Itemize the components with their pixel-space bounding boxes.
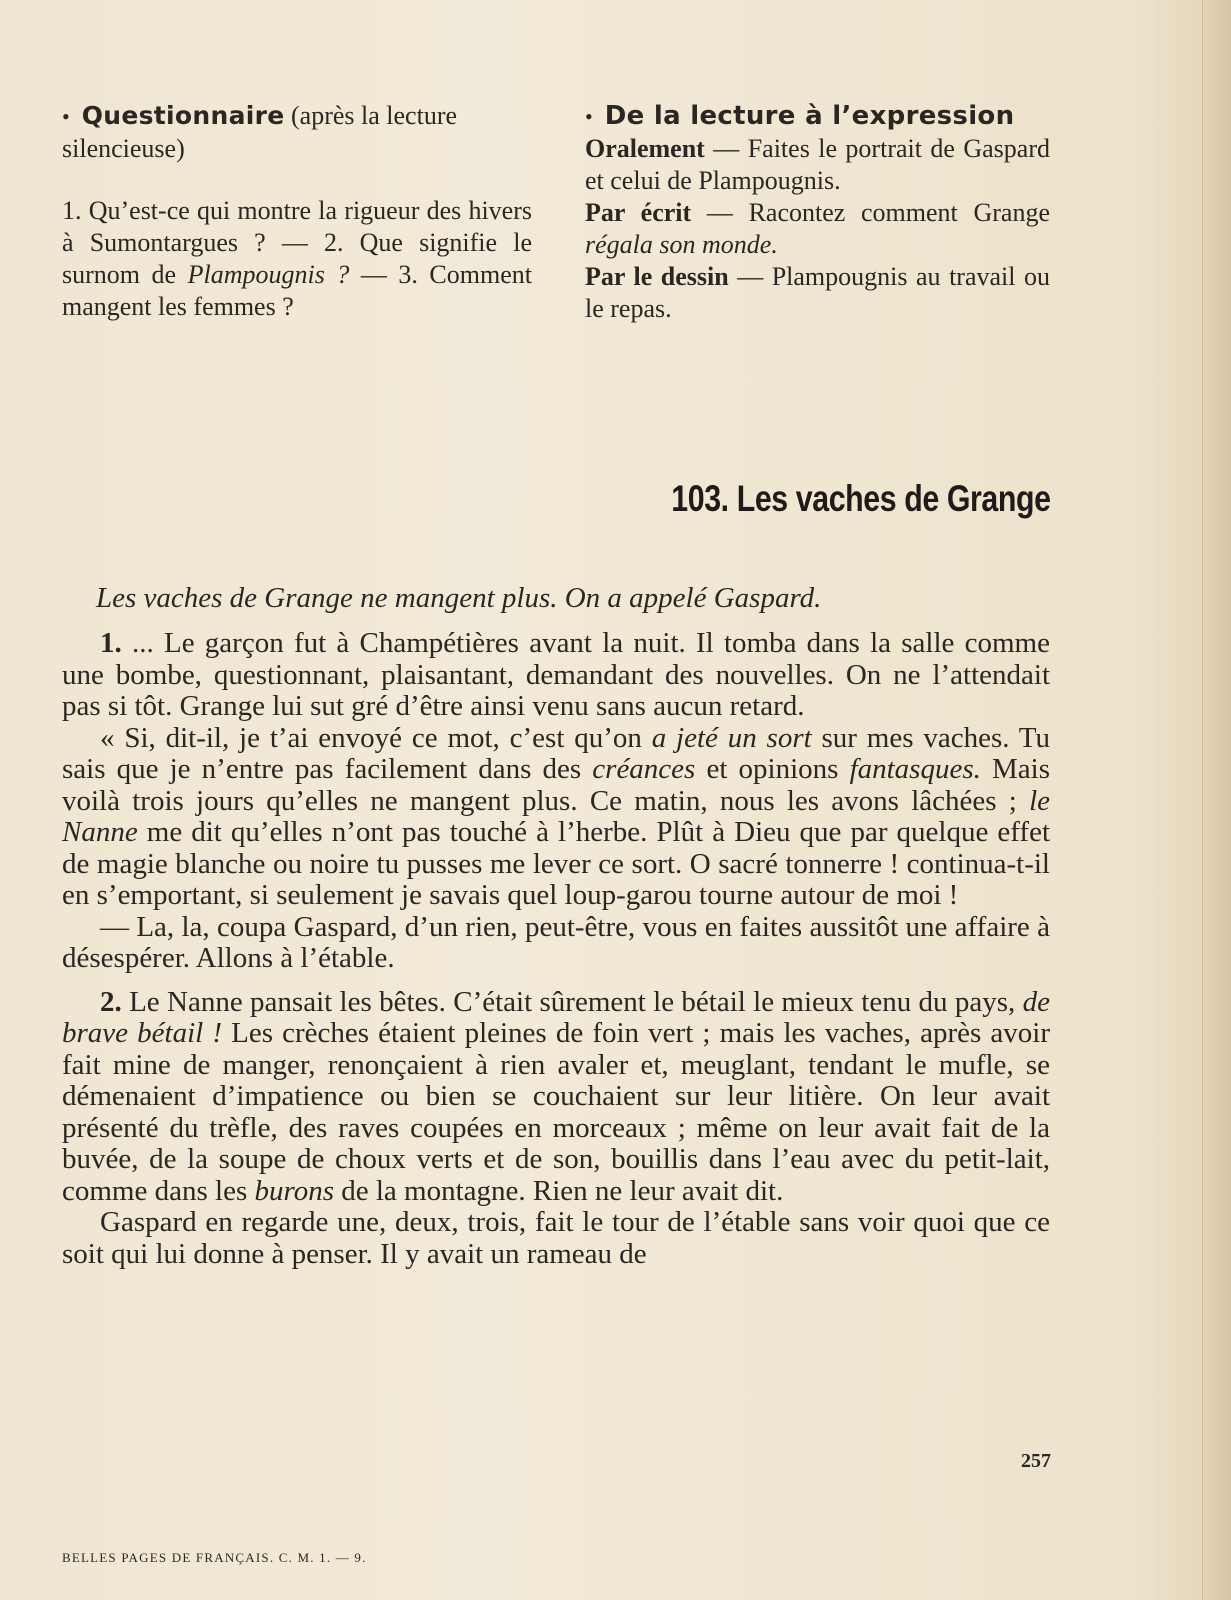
ecrit-italic: régala son monde. (585, 230, 778, 259)
p2-text-c: et opinions (695, 753, 850, 785)
dessin-text: — Plampougnis au travail ou le repas. (585, 262, 1050, 323)
expression-heading (585, 100, 1050, 133)
intro-line: Les vaches de Grange ne mangent plus. On a appelé Gaspard. (96, 582, 822, 614)
paragraph-1 (62, 628, 1050, 723)
p2-italic-1: a jeté un sort (651, 721, 812, 754)
paragraph-1-text: ... Le garçon fut à Champétières avant la nuit. Il tomba dans la salle comme une bombe, questionnant, plaisantant, demandant des nouvelles. On ne l’attendait pas si tôt. Grange lui sut gré d’être ainsi venu sans aucun retard. (62, 627, 1050, 722)
p2-text-d: Mais voilà trois jours qu’elles ne mangent plus. Ce matin, nous les avons lâchées ; (62, 753, 1051, 817)
p4-text-a: Le Nanne pansait les bêtes. C’était sûrement le bétail le mieux tenu du pays, (121, 985, 1023, 1018)
p2-text-e: me dit qu’elles n’ont pas touché à l’herbe. Plût à Dieu que par quelque effet de magie blanche ou noire tu pusses me lever ce sort. O sacré tonnerre ! continua-t-il en s’emportant, si seulement je savais quel loup-garou tourne autour de moi ! (62, 816, 1050, 911)
questionnaire-subtitle-cont: silencieuse) (62, 134, 185, 163)
paragraph-number: 1. (100, 627, 122, 659)
questionnaire-title: Questionnaire (81, 101, 285, 130)
paragraph-number: 2. (100, 985, 122, 1018)
p4-text-b: Les crèches étaient pleines de foin vert ; mais les vaches, après avoir fait mine de manger, renonçaient à rien avaler et, meuglant, tendant le mufle, se démenaient d’impatience ou bien se couchaient sur leur litière. On leur avait présenté du trèfle, des raves coupées en morceaux ; même on leur avait fait de la buvée, de la soupe de choux verts et de son, bouillis dans l’eau avec du petit-lait, comme dans les (62, 1017, 1050, 1207)
paragraph-4 (62, 987, 1050, 1208)
paragraph-3: — La, la, coupa Gaspard, d’un rien, peut-être, vous en faites aussitôt une affaire à désespérer. Allons à l’étable. (62, 910, 1050, 974)
paragraph-5: Gaspard en regarde une, deux, trois, fait le tour de l’étable sans voir quoi que ce soit qui lui donne à penser. Il y avait un rameau de (62, 1206, 1050, 1270)
page-edge (1202, 0, 1231, 1600)
ecrit-label: Par écrit (585, 198, 692, 227)
footer-signature: BELLES PAGES DE FRANÇAIS. C. M. 1. — 9. (62, 1550, 367, 1565)
questionnaire-heading (62, 100, 532, 165)
paragraph-2 (62, 723, 1050, 912)
p4-text-c: de la montagne. Rien ne leur avait dit. (333, 1174, 784, 1207)
questionnaire-section (62, 100, 532, 323)
expression-oral (585, 133, 1050, 197)
expression-section (585, 100, 1050, 325)
question-text-italic: Plampougnis ? (187, 260, 350, 289)
expression-title: De la lecture à l’expression (604, 101, 1015, 131)
p2-italic-3: fantasques. (849, 753, 981, 785)
p2-text-a: « Si, dit-il, je t’ai envoyé ce mot, c’est qu’on (100, 721, 652, 754)
question-text-b: — 3. Comment mangent les femmes ? (62, 260, 532, 321)
ecrit-text: — Racontez comment Grange (691, 198, 1050, 227)
dessin-label: Par le dessin (585, 262, 729, 291)
p2-italic-4: le Nanne (62, 784, 1050, 848)
p2-italic-2: créances (592, 753, 696, 785)
questionnaire-questions (62, 195, 532, 323)
p4-italic-1: de brave bétail ! (62, 985, 1050, 1049)
questionnaire-subtitle: (après la lecture (291, 101, 458, 130)
reading-text (62, 580, 1050, 1270)
chapter-title: 103. Les vaches de Grange (671, 478, 1051, 519)
oral-text: — Faites le portrait de Gaspard et celui de Plampougnis. (585, 134, 1050, 195)
p4-italic-2: burons (254, 1174, 334, 1207)
bullet-icon: • (585, 104, 593, 129)
p2-text-b: sur mes vaches. Tu sais que je n’entre pas facilement dans des (62, 721, 1050, 785)
oral-label: Oralement (585, 134, 705, 163)
question-text-a: 1. Qu’est-ce qui montre la rigueur des hivers à Sumontargues ? — 2. Que signifie le surnom de (62, 196, 532, 289)
bullet-icon: • (62, 104, 70, 129)
expression-ecrit (585, 197, 1050, 261)
expression-dessin (585, 261, 1050, 325)
page-number: 257 (1021, 1450, 1051, 1472)
